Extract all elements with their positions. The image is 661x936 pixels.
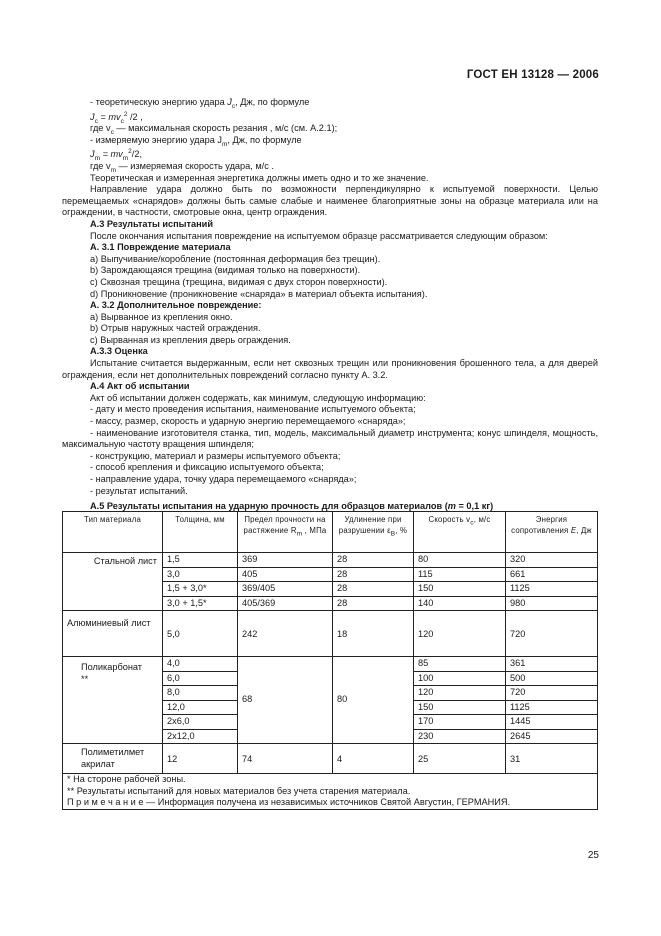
symbol: E xyxy=(570,525,577,535)
text-fragment: — максимальная скорость резания , м/с (см. А.2.1); xyxy=(113,123,338,134)
table-cell: 3,0 + 1,5* xyxy=(163,596,238,611)
symbol: J xyxy=(227,97,232,107)
subscript: m xyxy=(221,140,228,148)
subscript: m xyxy=(122,155,129,163)
table-cell: 242 xyxy=(238,611,333,657)
table-cell: 80 xyxy=(414,553,506,568)
table-cell: 369/405 xyxy=(238,582,333,597)
subscript: c xyxy=(231,102,236,110)
table-cell: 100 xyxy=(414,671,506,686)
list-item: b) Зарождающаяся трещина (видимая только на поверхности). xyxy=(90,265,361,276)
formula-fragment: = mv xyxy=(97,111,121,122)
table-cell: 4,0 xyxy=(163,657,238,672)
header-fragment: Энергия сопротивления xyxy=(511,515,571,535)
text-line xyxy=(62,123,598,135)
text-fragment: , Дж, по формуле xyxy=(235,97,310,107)
text-line xyxy=(62,135,598,147)
table-cell: 170 xyxy=(414,715,506,730)
table-cell: 230 xyxy=(414,729,506,744)
subscript: c xyxy=(110,129,114,137)
table-row xyxy=(63,553,598,568)
table-cell: 1125 xyxy=(506,582,598,597)
table-cell: 74 xyxy=(238,744,333,774)
subscript: m xyxy=(296,530,303,538)
table-cell: 2645 xyxy=(506,729,598,744)
header-fragment: , Дж xyxy=(576,525,592,535)
table-cell: 2x12,0 xyxy=(163,729,238,744)
table-notes-row xyxy=(63,774,598,810)
symbol: m xyxy=(447,501,456,512)
text-fragment: - теоретическую энергию удара xyxy=(90,97,228,107)
footnote: * На стороне рабочей зоны. xyxy=(67,774,186,784)
list-item: - конструкцию, материал и размеры испытуемого объекта; xyxy=(90,450,341,461)
table-cell: 80 xyxy=(333,657,414,744)
note-label: П р и м е ч а н и е xyxy=(67,797,144,808)
table-row xyxy=(63,611,598,657)
column-header-type: Тип материала xyxy=(63,512,163,553)
paragraph: После окончания испытания повреждение на испытуемом образце рассматривается следующим образом: xyxy=(90,230,548,241)
header-fragment: Скорость v xyxy=(428,515,471,524)
table-cell: 720 xyxy=(506,611,598,657)
material-cell xyxy=(63,657,163,744)
list-item: - наименование изготовителя станка, тип, модель, максимальный диаметр инструмента; конус шпинделя, мощность, максимальную частоту вращения шпинделя; xyxy=(62,427,598,450)
table-cell: 85 xyxy=(414,657,506,672)
table-cell: 28 xyxy=(333,596,414,611)
table-cell: 12,0 xyxy=(163,700,238,715)
table-cell: 405 xyxy=(238,567,333,582)
material-cell: Стальной лист xyxy=(63,553,163,611)
text-line xyxy=(62,97,598,109)
table-cell: 320 xyxy=(506,553,598,568)
table-cell: 361 xyxy=(506,657,598,672)
header-fragment: Предел прочности на растяжение R xyxy=(243,515,326,535)
table-cell: 369 xyxy=(238,553,333,568)
text-fragment: , Дж, по формуле xyxy=(227,134,302,145)
list-item: - способ крепления и фиксацию испытуемого объекта; xyxy=(90,462,324,473)
table-cell: 28 xyxy=(333,567,414,582)
table-cell: 25 xyxy=(414,744,506,774)
table-cell: 115 xyxy=(414,567,506,582)
list-item: - результат испытаний. xyxy=(90,485,188,496)
list-item: - направление удара, точку удара перемещаемого «снаряда»; xyxy=(90,474,357,484)
table-cell: 2x6,0 xyxy=(163,715,238,730)
table-cell: 661 xyxy=(506,567,598,582)
text-fragment: где v xyxy=(90,160,111,171)
table-cell: 120 xyxy=(414,686,506,701)
document-header: ГОСТ ЕН 13128 — 2006 xyxy=(466,69,599,81)
list-item: a) Вырванное из крепления окно. xyxy=(90,311,233,322)
table-cell: 12 xyxy=(163,744,238,774)
paragraph: Испытание считается выдержанным, если нет сквозных трещин или проникновения брошенного тела, а для дверей ограждения, если нет дополнительных повреждений согласно пункту А. 3.2. xyxy=(62,358,598,380)
paragraph: Акт об испытании должен содержать, как минимум, следующую информацию: xyxy=(90,392,426,403)
list-item: b) Отрыв наружных частей ограждения. xyxy=(90,323,261,334)
text-fragment: — измеряемая скорость удара, м/с . xyxy=(115,160,274,171)
table-cell: 500 xyxy=(506,671,598,686)
table-cell: 6,0 xyxy=(163,671,238,686)
superscript: 2 xyxy=(128,148,132,156)
formula-fragment: = mv xyxy=(100,149,123,160)
table-cell: 1125 xyxy=(506,700,598,715)
material-name: Поликарбонат ** xyxy=(81,662,143,684)
table-cell: 1445 xyxy=(506,715,598,730)
results-table xyxy=(62,511,598,810)
column-header-elongation xyxy=(333,512,414,553)
list-item: d) Проникновение (проникновение «снаряда» в материал объекта испытания). xyxy=(90,288,428,299)
table-cell: 4 xyxy=(333,744,414,774)
list-item: a) Выпучивание/коробление (постоянная деформация без трещин). xyxy=(90,253,381,264)
table-cell: 5,0 xyxy=(163,611,238,657)
subscript: m xyxy=(94,155,101,163)
symbol: J xyxy=(90,149,95,160)
table-row xyxy=(63,744,598,774)
table-cell: 1,5 + 3,0* xyxy=(163,582,238,597)
material-cell xyxy=(63,744,163,774)
section-heading: А. 3.1 Повреждение материала xyxy=(90,242,231,253)
footnote: ** Результаты испытаний для новых материалов без учета старения материала. xyxy=(67,785,411,796)
note-text: — Информация получена из независимых источников Святой Августин, ГЕРМАНИЯ. xyxy=(143,797,511,808)
header-fragment: , МПа xyxy=(302,525,327,535)
table-cell: 28 xyxy=(333,553,414,568)
table-cell: 28 xyxy=(333,582,414,597)
table-note xyxy=(67,797,593,809)
table-cell: 31 xyxy=(506,744,598,774)
section-heading: А.3 Результаты испытаний xyxy=(90,218,213,229)
symbol: J xyxy=(90,111,95,122)
section-heading: А.3.3 Оценка xyxy=(90,346,148,357)
table-cell: 68 xyxy=(238,657,333,744)
caption-fragment: = 0,1 кг) xyxy=(455,501,494,512)
text-line xyxy=(62,161,598,173)
formula-line xyxy=(62,149,598,161)
table-header-row xyxy=(63,512,598,553)
table-cell: 150 xyxy=(414,700,506,715)
table-cell: 140 xyxy=(414,596,506,611)
header-fragment: , м/с xyxy=(473,515,491,524)
table-notes xyxy=(63,774,598,810)
paragraph: Теоретическая и измеренная энергетика должны иметь одно и то же значение. xyxy=(90,172,429,183)
formula-fragment: /2 , xyxy=(127,111,143,122)
list-item: - дату и место проведения испытания, наименование испытуемого объекта; xyxy=(90,404,416,415)
text-fragment: где v xyxy=(90,123,111,134)
caption-fragment: А.5 Результаты испытания на ударную прочность для образцов материалов ( xyxy=(90,501,448,512)
table-cell: 405/369 xyxy=(238,596,333,611)
subscript: m xyxy=(110,166,116,174)
column-header-strength xyxy=(238,512,333,553)
column-header-speed xyxy=(414,512,506,553)
formula-line xyxy=(62,112,598,124)
list-item: c) Сквозная трещина (трещина, видимая с двух сторон поверхности). xyxy=(90,276,388,287)
subscript: c xyxy=(470,519,474,527)
table-cell: 8,0 xyxy=(163,686,238,701)
text-fragment: - измеряемую энергию удара J xyxy=(90,134,222,145)
material-cell: Алюминиевый лист xyxy=(63,611,163,657)
column-header-energy xyxy=(506,512,598,553)
section-heading: А. 3.2 Дополнительное повреждение: xyxy=(90,300,262,311)
table-cell: 18 xyxy=(333,611,414,657)
section-heading: А.4 Акт об испытании xyxy=(90,381,190,392)
subscript: B xyxy=(390,530,396,538)
subscript: c xyxy=(120,117,124,125)
header-fragment: , % xyxy=(395,525,408,535)
table-cell: 720 xyxy=(506,686,598,701)
table-cell: 980 xyxy=(506,596,598,611)
subscript: c xyxy=(94,117,98,125)
formula-fragment: /2, xyxy=(131,149,142,160)
table-cell: 120 xyxy=(414,611,506,657)
table-cell: 3,0 xyxy=(163,567,238,582)
header-fragment: Удлинение при разрушении ε xyxy=(338,515,402,535)
superscript: 2 xyxy=(123,110,128,118)
material-name: Полиметилметакрилат xyxy=(81,747,145,769)
table-cell: 1,5 xyxy=(163,553,238,568)
column-header-thickness: Толщина, мм xyxy=(163,512,238,553)
table-row xyxy=(63,657,598,672)
table-cell: 150 xyxy=(414,582,506,597)
page-number: 25 xyxy=(587,850,599,861)
list-item: c) Вырванная из крепления дверь ограждения. xyxy=(90,334,291,345)
paragraph: Направление удара должно быть по возможности перпендикулярно к испытуемой поверхности. Целью перемещаемых «снарядов» должны быть самые слабые и наименее благоприятные зоны на образце материала или на ограждении, в частности, смотровые окна, центр ограждения. xyxy=(62,184,598,218)
document-body xyxy=(62,97,598,513)
list-item: - массу, размер, скорость и ударную энергию перемещаемого «снаряда»; xyxy=(90,416,406,427)
